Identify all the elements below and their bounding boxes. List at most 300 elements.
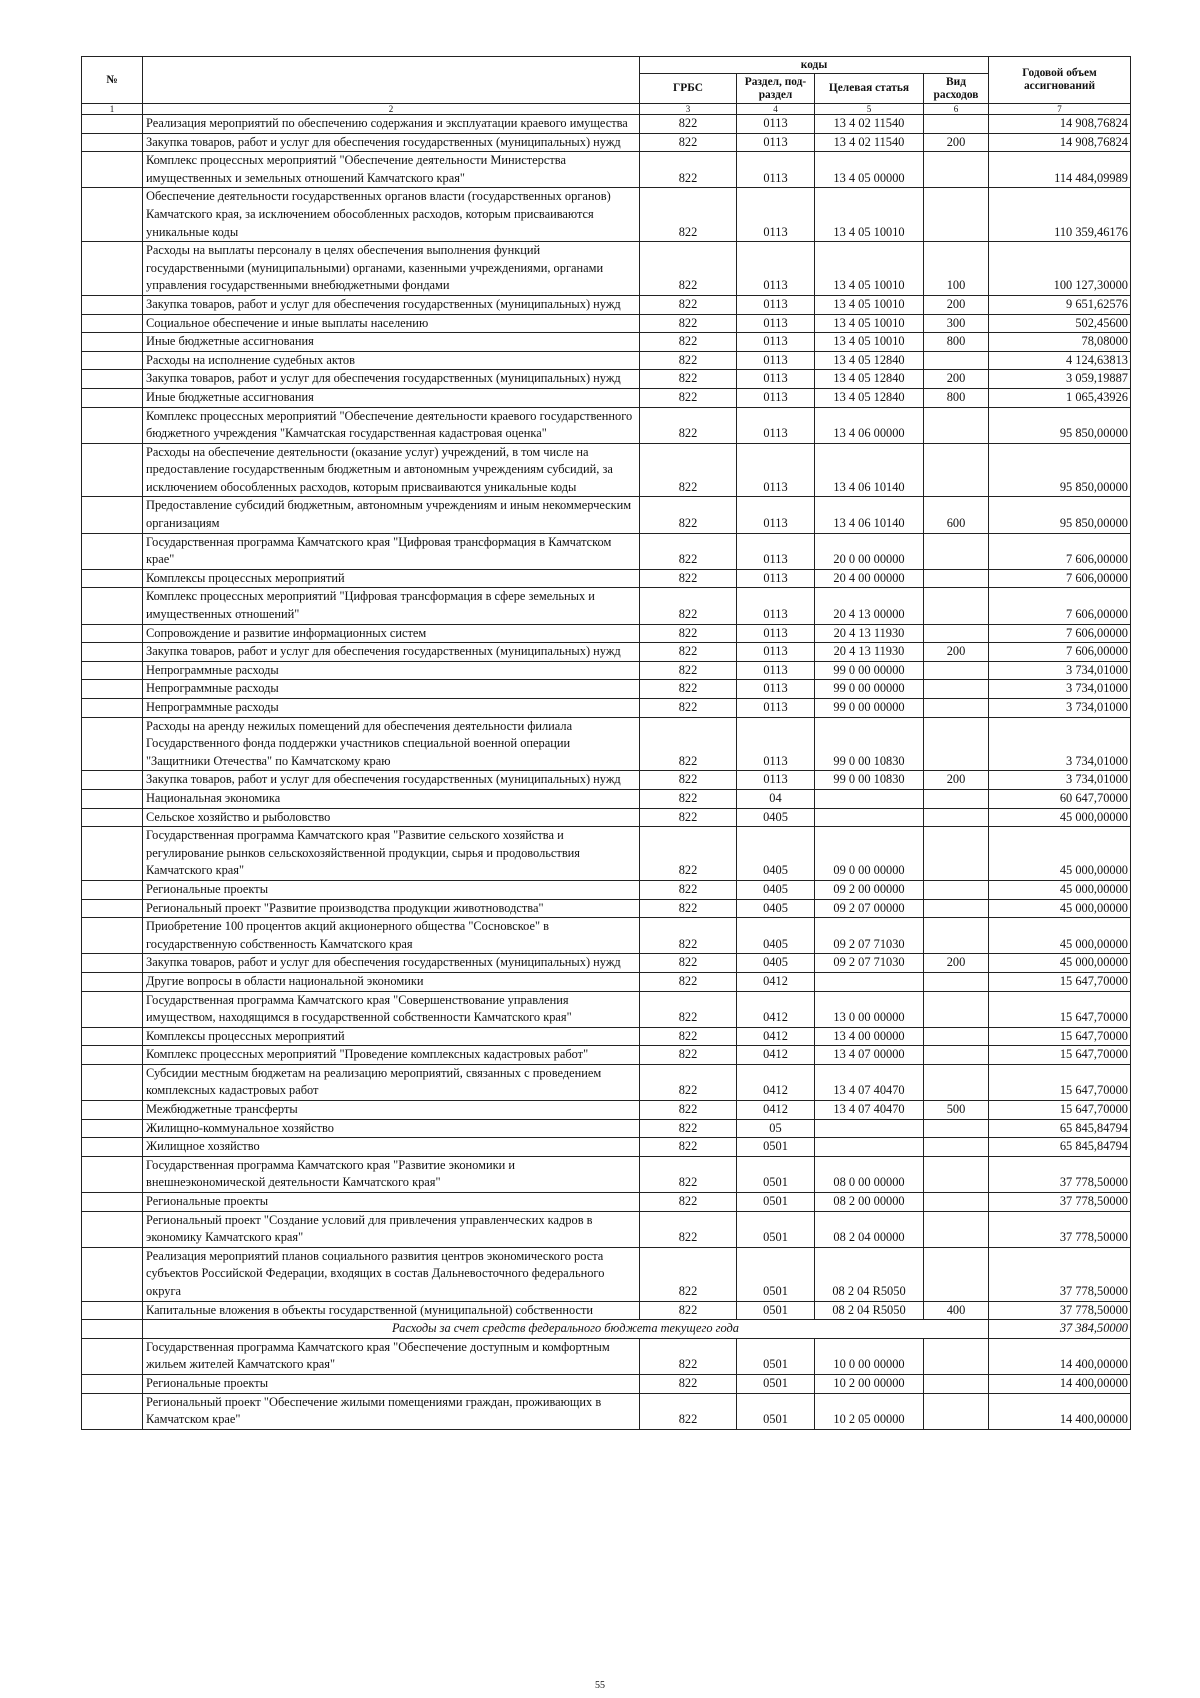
row-amount: 65 845,84794 [989,1119,1131,1138]
row-exp-type [924,1138,989,1157]
row-grbs: 822 [640,1247,737,1301]
row-target: 13 4 05 10010 [815,295,924,314]
row-number [82,1211,143,1247]
row-grbs: 822 [640,588,737,624]
row-grbs: 822 [640,115,737,134]
row-amount: 3 734,01000 [989,699,1131,718]
table-row [82,827,1131,881]
header-grbs: ГРБС [640,74,737,104]
row-target [815,1138,924,1157]
row-name: Другие вопросы в области национальной экономики [143,972,640,991]
row-exp-type: 300 [924,314,989,333]
row-name: Государственная программа Камчатского края "Совершенствование управления имуществом, находящимся в государственной собственности Камчатского края" [143,991,640,1027]
row-grbs: 822 [640,624,737,643]
table-row [82,1064,1131,1100]
row-name: Иные бюджетные ассигнования [143,388,640,407]
row-target: 10 2 00 00000 [815,1374,924,1393]
row-section: 0113 [737,333,815,352]
row-grbs: 822 [640,918,737,954]
row-number [82,1119,143,1138]
row-target: 09 0 00 00000 [815,827,924,881]
table-row [82,1247,1131,1301]
row-section: 0113 [737,152,815,188]
row-name: Закупка товаров, работ и услуг для обеспечения государственных (муниципальных) нужд [143,643,640,662]
row-exp-type [924,827,989,881]
row-number [82,133,143,152]
row-name: Капитальные вложения в объекты государственной (муниципальной) собственности [143,1301,640,1320]
row-amount: 95 850,00000 [989,407,1131,443]
row-target: 08 2 04 00000 [815,1211,924,1247]
table-row [82,1211,1131,1247]
row-grbs: 822 [640,954,737,973]
row-section: 0113 [737,443,815,497]
row-name: Расходы на аренду нежилых помещений для обеспечения деятельности филиала Государственного фонда поддержки участников специальной военной операции "Защитники Отечества" по Камчатскому краю [143,717,640,771]
table-row [82,188,1131,242]
row-name: Закупка товаров, работ и услуг для обеспечения государственных (муниципальных) нужд [143,295,640,314]
table-row [82,569,1131,588]
row-amount: 78,08000 [989,333,1131,352]
row-grbs: 822 [640,808,737,827]
table-row [82,699,1131,718]
row-section: 0113 [737,407,815,443]
row-amount: 15 647,70000 [989,1064,1131,1100]
table-row [82,370,1131,389]
row-target: 09 2 07 71030 [815,954,924,973]
row-number [82,699,143,718]
row-section: 0113 [737,680,815,699]
table-row [82,333,1131,352]
row-target: 99 0 00 00000 [815,699,924,718]
row-target: 99 0 00 10830 [815,717,924,771]
row-section: 0405 [737,827,815,881]
row-name: Сопровождение и развитие информационных систем [143,624,640,643]
table-row [82,1101,1131,1120]
row-section: 0501 [737,1211,815,1247]
row-grbs: 822 [640,880,737,899]
header-no: № [82,57,143,104]
row-exp-type [924,717,989,771]
row-amount: 110 359,46176 [989,188,1131,242]
row-name: Предоставление субсидий бюджетным, автономным учреждениям и иным некоммерческим организациям [143,497,640,533]
row-number [82,115,143,134]
row-section: 0113 [737,643,815,662]
row-exp-type [924,1211,989,1247]
table-row [82,771,1131,790]
row-number [82,643,143,662]
row-amount: 15 647,70000 [989,1027,1131,1046]
row-number [82,152,143,188]
row-name: Региональный проект "Создание условий для привлечения управленческих кадров в экономику Камчатского края" [143,1211,640,1247]
row-section: 0501 [737,1193,815,1212]
row-note: Расходы за счет средств федерального бюджета текущего года [143,1320,989,1339]
row-exp-type [924,188,989,242]
row-exp-type [924,1046,989,1065]
table-row [82,388,1131,407]
row-target: 13 4 07 00000 [815,1046,924,1065]
header-target: Целевая статья [815,74,924,104]
row-name: Закупка товаров, работ и услуг для обеспечения государственных (муниципальных) нужд [143,370,640,389]
row-number [82,771,143,790]
row-number [82,443,143,497]
row-target: 13 4 05 12840 [815,370,924,389]
row-number [82,1156,143,1192]
page-number: 55 [595,1680,605,1691]
row-name: Региональные проекты [143,1374,640,1393]
row-section: 0405 [737,954,815,973]
table-header [82,57,1131,115]
row-grbs: 822 [640,351,737,370]
row-target: 10 0 00 00000 [815,1338,924,1374]
row-name: Жилищно-коммунальное хозяйство [143,1119,640,1138]
row-name: Социальное обеспечение и иные выплаты населению [143,314,640,333]
table-row [82,717,1131,771]
row-name: Комплекс процессных мероприятий "Обеспечение деятельности Министерства имущественных и земельных отношений Камчатского края" [143,152,640,188]
table-row [82,242,1131,296]
row-exp-type [924,624,989,643]
row-number [82,1101,143,1120]
table-row [82,1193,1131,1212]
table-row [82,588,1131,624]
row-number [82,1064,143,1100]
row-grbs: 822 [640,333,737,352]
row-section: 0113 [737,699,815,718]
row-name: Государственная программа Камчатского края "Обеспечение доступным и комфортным жильем жителей Камчатского края" [143,1338,640,1374]
row-exp-type: 200 [924,370,989,389]
row-exp-type [924,115,989,134]
row-grbs: 822 [640,1027,737,1046]
table-row [82,789,1131,808]
row-number [82,1138,143,1157]
row-exp-type [924,808,989,827]
row-exp-type [924,1064,989,1100]
row-name: Закупка товаров, работ и услуг для обеспечения государственных (муниципальных) нужд [143,133,640,152]
row-section: 04 [737,789,815,808]
table-row [82,1046,1131,1065]
row-exp-type [924,533,989,569]
row-name: Непрограммные расходы [143,680,640,699]
row-section: 0412 [737,991,815,1027]
row-amount: 100 127,30000 [989,242,1131,296]
row-name: Сельское хозяйство и рыболовство [143,808,640,827]
row-target: 13 4 05 10010 [815,314,924,333]
table-row [82,880,1131,899]
row-target: 13 4 05 12840 [815,388,924,407]
row-target: 13 4 06 00000 [815,407,924,443]
row-grbs: 822 [640,152,737,188]
table-row [82,1338,1131,1374]
row-target [815,789,924,808]
row-grbs: 822 [640,370,737,389]
row-section: 0501 [737,1338,815,1374]
row-section: 0412 [737,1064,815,1100]
row-amount: 3 734,01000 [989,661,1131,680]
row-section: 0113 [737,314,815,333]
row-exp-type [924,1193,989,1212]
row-name: Региональный проект "Обеспечение жилыми помещениями граждан, проживающих в Камчатском крае" [143,1393,640,1429]
row-section: 0501 [737,1247,815,1301]
row-number [82,808,143,827]
row-target [815,1119,924,1138]
row-number [82,880,143,899]
table-row [82,1156,1131,1192]
row-number [82,1193,143,1212]
row-target: 10 2 05 00000 [815,1393,924,1429]
row-target: 08 2 04 R5050 [815,1247,924,1301]
row-section: 0113 [737,533,815,569]
row-amount: 14 400,00000 [989,1338,1131,1374]
row-amount: 65 845,84794 [989,1138,1131,1157]
row-number [82,661,143,680]
row-section: 0412 [737,972,815,991]
row-number [82,333,143,352]
row-section: 0113 [737,569,815,588]
header-exp-type: Вид расходов [924,74,989,104]
row-name: Комплекс процессных мероприятий "Проведение комплексных кадастровых работ" [143,1046,640,1065]
row-exp-type [924,680,989,699]
row-exp-type [924,1374,989,1393]
header-section: Раздел, под-раздел [737,74,815,104]
row-section: 0405 [737,899,815,918]
row-section: 0501 [737,1374,815,1393]
table-row [82,1301,1131,1320]
row-name: Государственная программа Камчатского края "Цифровая трансформация в Камчатском крае" [143,533,640,569]
row-amount: 60 647,70000 [989,789,1131,808]
row-number [82,188,143,242]
row-grbs: 822 [640,407,737,443]
row-exp-type [924,1338,989,1374]
row-name: Комплексы процессных мероприятий [143,1027,640,1046]
row-number [82,407,143,443]
row-target: 13 4 05 00000 [815,152,924,188]
row-number [82,588,143,624]
row-amount: 114 484,09989 [989,152,1131,188]
header-index-1: 1 [82,104,143,115]
table-row [82,1320,1131,1339]
row-name: Реализация мероприятий планов социального развития центров экономического роста субъектов Российской Федерации, входящих в состав Дальневосточного федерального округа [143,1247,640,1301]
row-amount: 45 000,00000 [989,880,1131,899]
row-name: Государственная программа Камчатского края "Развитие сельского хозяйства и регулирование рынков сельскохозяйственной продукции, сырья и продовольствия Камчатского края" [143,827,640,881]
row-section: 0113 [737,624,815,643]
row-amount: 95 850,00000 [989,443,1131,497]
row-amount: 15 647,70000 [989,1101,1131,1120]
table-row [82,1138,1131,1157]
header-index-5: 5 [815,104,924,115]
table-row [82,808,1131,827]
row-amount: 15 647,70000 [989,972,1131,991]
row-number [82,1301,143,1320]
row-target: 13 4 02 11540 [815,115,924,134]
row-number [82,1320,143,1339]
table-row [82,680,1131,699]
row-exp-type: 800 [924,388,989,407]
row-grbs: 822 [640,1374,737,1393]
row-exp-type [924,1156,989,1192]
row-amount: 15 647,70000 [989,991,1131,1027]
row-target: 99 0 00 00000 [815,661,924,680]
row-grbs: 822 [640,295,737,314]
row-name: Закупка товаров, работ и услуг для обеспечения государственных (муниципальных) нужд [143,771,640,790]
table-row [82,954,1131,973]
row-target: 09 2 00 00000 [815,880,924,899]
row-number [82,624,143,643]
row-exp-type [924,152,989,188]
row-grbs: 822 [640,1338,737,1374]
row-target: 08 2 00 00000 [815,1193,924,1212]
row-amount: 14 400,00000 [989,1374,1131,1393]
header-index-7: 7 [989,104,1131,115]
row-number [82,972,143,991]
row-grbs: 822 [640,680,737,699]
row-target: 13 4 00 00000 [815,1027,924,1046]
row-exp-type [924,1027,989,1046]
row-target: 08 2 04 R5050 [815,1301,924,1320]
row-amount: 45 000,00000 [989,954,1131,973]
row-amount: 14 908,76824 [989,115,1131,134]
table-row [82,1119,1131,1138]
row-amount: 45 000,00000 [989,827,1131,881]
row-grbs: 822 [640,1064,737,1100]
row-section: 0113 [737,661,815,680]
row-section: 0113 [737,388,815,407]
row-number [82,680,143,699]
table-row [82,133,1131,152]
row-amount: 7 606,00000 [989,569,1131,588]
row-exp-type [924,899,989,918]
row-exp-type: 100 [924,242,989,296]
row-amount: 4 124,63813 [989,351,1131,370]
row-number [82,533,143,569]
row-section: 0113 [737,133,815,152]
row-target: 20 4 13 00000 [815,588,924,624]
row-target: 13 4 06 10140 [815,497,924,533]
row-exp-type [924,407,989,443]
row-amount: 45 000,00000 [989,918,1131,954]
row-target: 13 4 07 40470 [815,1064,924,1100]
table-row [82,351,1131,370]
row-target: 09 2 07 71030 [815,918,924,954]
row-grbs: 822 [640,661,737,680]
row-exp-type [924,972,989,991]
row-grbs: 822 [640,699,737,718]
row-grbs: 822 [640,789,737,808]
table-row [82,152,1131,188]
row-name: Комплексы процессных мероприятий [143,569,640,588]
row-grbs: 822 [640,1301,737,1320]
row-section: 0405 [737,808,815,827]
table-row [82,407,1131,443]
row-exp-type [924,661,989,680]
row-amount: 45 000,00000 [989,808,1131,827]
row-name: Межбюджетные трансферты [143,1101,640,1120]
row-section: 0501 [737,1301,815,1320]
row-grbs: 822 [640,899,737,918]
row-number [82,1338,143,1374]
row-name: Субсидии местным бюджетам на реализацию мероприятий, связанных с проведением комплексных кадастровых работ [143,1064,640,1100]
row-number [82,1374,143,1393]
row-grbs: 822 [640,1138,737,1157]
row-exp-type [924,443,989,497]
row-number [82,351,143,370]
row-section: 0405 [737,918,815,954]
row-exp-type [924,918,989,954]
header-codes: коды [640,57,989,74]
row-amount: 7 606,00000 [989,588,1131,624]
table-row [82,533,1131,569]
table-row [82,899,1131,918]
row-number [82,370,143,389]
row-exp-type [924,789,989,808]
row-grbs: 822 [640,1211,737,1247]
row-target: 13 4 05 12840 [815,351,924,370]
row-grbs: 822 [640,188,737,242]
row-name: Непрограммные расходы [143,661,640,680]
row-grbs: 822 [640,242,737,296]
row-number [82,569,143,588]
row-name: Иные бюджетные ассигнования [143,333,640,352]
header-name-blank [143,57,640,104]
row-target: 08 0 00 00000 [815,1156,924,1192]
row-target: 13 4 07 40470 [815,1101,924,1120]
row-name: Реализация мероприятий по обеспечению содержания и эксплуатации краевого имущества [143,115,640,134]
row-target: 20 4 00 00000 [815,569,924,588]
row-amount: 3 734,01000 [989,680,1131,699]
row-section: 0113 [737,771,815,790]
row-amount: 14 400,00000 [989,1393,1131,1429]
row-name: Комплекс процессных мероприятий "Цифровая трансформация в сфере земельных и имущественных отношений" [143,588,640,624]
row-grbs: 822 [640,991,737,1027]
row-section: 0113 [737,295,815,314]
row-grbs: 822 [640,827,737,881]
row-exp-type: 500 [924,1101,989,1120]
row-number [82,1027,143,1046]
row-grbs: 822 [640,1193,737,1212]
row-exp-type [924,699,989,718]
row-section: 0113 [737,188,815,242]
table-row [82,115,1131,134]
row-exp-type [924,351,989,370]
row-amount: 37 778,50000 [989,1156,1131,1192]
row-exp-type: 200 [924,133,989,152]
row-exp-type: 200 [924,643,989,662]
row-number [82,899,143,918]
row-target: 20 0 00 00000 [815,533,924,569]
row-name: Жилищное хозяйство [143,1138,640,1157]
row-section: 0501 [737,1393,815,1429]
row-target: 09 2 07 00000 [815,899,924,918]
row-grbs: 822 [640,1101,737,1120]
row-number [82,789,143,808]
row-exp-type: 400 [924,1301,989,1320]
row-name: Комплекс процессных мероприятий "Обеспечение деятельности краевого государственного бюджетного учреждения "Камчатская государственная кадастровая оценка" [143,407,640,443]
row-amount: 45 000,00000 [989,899,1131,918]
header-index-3: 3 [640,104,737,115]
row-target: 20 4 13 11930 [815,643,924,662]
row-section: 0113 [737,497,815,533]
table-row [82,991,1131,1027]
budget-table [81,56,1131,1430]
row-exp-type: 200 [924,954,989,973]
row-amount: 9 651,62576 [989,295,1131,314]
row-exp-type [924,880,989,899]
row-name: Расходы на исполнение судебных актов [143,351,640,370]
row-name: Национальная экономика [143,789,640,808]
row-amount: 14 908,76824 [989,133,1131,152]
row-section: 0412 [737,1101,815,1120]
row-exp-type: 200 [924,295,989,314]
row-section: 0412 [737,1046,815,1065]
row-amount: 37 384,50000 [989,1320,1131,1339]
row-grbs: 822 [640,314,737,333]
